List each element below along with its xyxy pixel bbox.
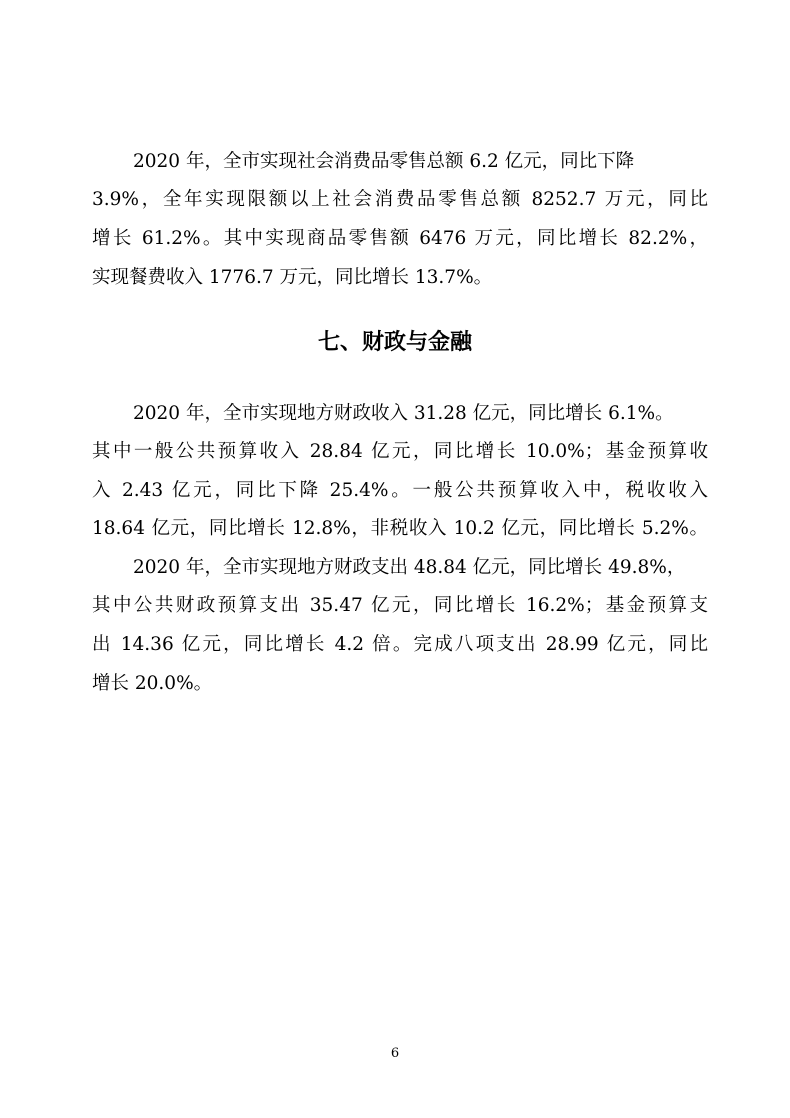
text-line: 其中一般公共预算收入 28.84 亿元，同比增长 10.0%；基金预算收: [92, 441, 708, 462]
text-line: 入 2.43 亿元，同比下降 25.4%。一般公共预算收入中，税收收入: [92, 480, 708, 501]
text-line: 2020 年，全市实现地方财政支出 48.84 亿元，同比增长 49.8%，: [133, 557, 686, 578]
text-line: 18.64 亿元，同比增长 12.8%，非税收入 10.2 亿元，同比增长 5.2%。: [92, 518, 708, 539]
text-line: 出 14.36 亿元，同比增长 4.2 倍。完成八项支出 28.99 亿元，同比: [92, 634, 708, 655]
section-heading: 七、财政与金融: [317, 330, 472, 355]
text-line: 实现餐费收入 1776.7 万元，同比增长 13.7%。: [92, 267, 493, 288]
text-line: 增长 20.0%。: [92, 673, 213, 694]
text-line: 增长 61.2%。其中实现商品零售额 6476 万元，同比增长 82.2%，: [92, 228, 708, 249]
page-number: 6: [390, 1046, 400, 1061]
text-line: 3.9%，全年实现限额以上社会消费品零售总额 8252.7 万元，同比: [92, 189, 708, 210]
text-line: 2020 年，全市实现地方财政收入 31.28 亿元，同比增长 6.1%。: [133, 403, 674, 424]
text-line: 其中公共财政预算支出 35.47 亿元，同比增长 16.2%；基金预算支: [92, 595, 708, 616]
text-line: 2020 年，全市实现社会消费品零售总额 6.2 亿元，同比下降: [133, 151, 635, 172]
